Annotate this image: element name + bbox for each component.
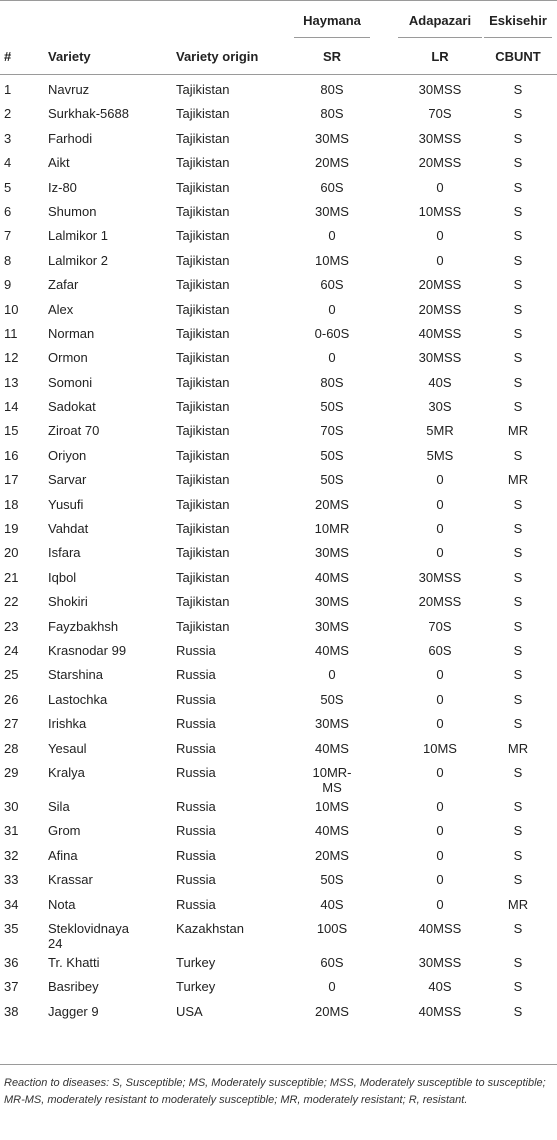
cell-variety: Isfara xyxy=(48,545,81,561)
cell-lr: 30MSS xyxy=(418,350,462,366)
cell-cbunt: S xyxy=(513,691,523,707)
cell-variety: Starshina xyxy=(48,667,103,683)
cell-origin: Tajikistan xyxy=(176,521,230,537)
cell-cbunt: S xyxy=(513,667,523,683)
cell-cbunt: S xyxy=(513,847,523,863)
cell-sr: 40S xyxy=(320,896,344,912)
cell-cbunt: MR xyxy=(507,472,529,488)
cell-sr: 30MS xyxy=(315,618,349,634)
cell-sr: 20MS xyxy=(315,847,349,863)
cell-origin: Russia xyxy=(176,740,216,756)
cell-origin: Tajikistan xyxy=(176,203,230,219)
cell-variety: Oriyon xyxy=(48,447,87,463)
cell-sr: 0 xyxy=(328,301,336,317)
cell-sr: 50S xyxy=(320,447,344,463)
cell-sr: 40MS xyxy=(315,823,349,839)
cell-number: 6 xyxy=(4,203,12,219)
column-header-variety: Variety xyxy=(48,49,91,64)
cell-origin: Tajikistan xyxy=(176,447,230,463)
table-row xyxy=(0,128,557,152)
cell-lr: 0 xyxy=(436,691,444,707)
cell-cbunt: S xyxy=(513,277,523,293)
cell-variety: Zafar xyxy=(48,277,79,293)
cell-cbunt: S xyxy=(513,106,523,122)
column-header-sr: SR xyxy=(322,49,342,64)
cell-origin: Turkey xyxy=(176,954,216,970)
cell-variety: Vahdat xyxy=(48,521,89,537)
table-row xyxy=(0,976,557,1000)
cell-lr: 0 xyxy=(436,545,444,561)
cell-sr: 40MS xyxy=(315,740,349,756)
location-header-adapazari: Adapazari xyxy=(408,13,472,28)
cell-number: 7 xyxy=(4,228,12,244)
cell-cbunt: S xyxy=(513,350,523,366)
cell-variety: Lastochka xyxy=(48,691,108,707)
cell-origin: Russia xyxy=(176,764,216,780)
cell-variety: Farhodi xyxy=(48,130,93,146)
cell-number: 5 xyxy=(4,179,12,195)
cell-cbunt: S xyxy=(513,979,523,995)
cell-variety: Nota xyxy=(48,896,76,912)
cell-lr: 60S xyxy=(428,642,452,658)
cell-cbunt: S xyxy=(513,920,523,936)
cell-variety: Alex xyxy=(48,301,74,317)
table-row xyxy=(0,542,557,566)
cell-lr: 0 xyxy=(436,667,444,683)
cell-origin: Tajikistan xyxy=(176,618,230,634)
cell-number: 38 xyxy=(4,1003,19,1019)
cell-origin: Tajikistan xyxy=(176,155,230,171)
cell-origin: Kazakhstan xyxy=(176,920,244,936)
cell-lr: 0 xyxy=(436,764,444,780)
cell-variety: Grom xyxy=(48,823,81,839)
cell-origin: USA xyxy=(176,1003,203,1019)
cell-origin: Tajikistan xyxy=(176,423,230,439)
cell-variety: Navruz xyxy=(48,82,90,97)
cell-variety: Krasnodar 99 xyxy=(48,642,127,658)
cell-variety: Shumon xyxy=(48,203,97,219)
cell-number: 27 xyxy=(4,716,19,732)
cell-variety: Iz-80 xyxy=(48,179,77,195)
table-row xyxy=(0,225,557,249)
table-bottom-rule xyxy=(0,1064,557,1065)
table-row xyxy=(0,323,557,347)
cell-sr: 80S xyxy=(320,106,344,122)
cell-variety: Sadokat xyxy=(48,399,96,415)
cell-cbunt: MR xyxy=(507,740,529,756)
cell-sr: 80S xyxy=(320,374,344,390)
cell-origin: Tajikistan xyxy=(176,496,230,512)
cell-cbunt: S xyxy=(513,618,523,634)
cell-variety: Yesaul xyxy=(48,740,87,756)
cell-origin: Tajikistan xyxy=(176,374,230,390)
cell-origin: Tajikistan xyxy=(176,350,230,366)
cell-variety: Sarvar xyxy=(48,472,87,488)
cell-sr: 10MS xyxy=(315,798,349,814)
cell-variety: Kralya xyxy=(48,764,85,780)
cell-sr: 10MR-MS xyxy=(312,764,352,795)
cell-lr: 0 xyxy=(436,896,444,912)
cell-lr: 40S xyxy=(428,374,452,390)
cell-origin: Russia xyxy=(176,896,216,912)
table-row xyxy=(0,372,557,396)
cell-number: 29 xyxy=(4,764,19,780)
table-row xyxy=(0,738,557,762)
cell-lr: 40MSS xyxy=(418,325,462,341)
cell-lr: 5MR xyxy=(426,423,454,439)
cell-sr: 20MS xyxy=(315,496,349,512)
cell-cbunt: S xyxy=(513,872,523,888)
cell-sr: 80S xyxy=(320,82,344,97)
table-row xyxy=(0,689,557,713)
cell-cbunt: S xyxy=(513,82,523,97)
location-rule-adapazari xyxy=(398,37,482,38)
cell-number: 19 xyxy=(4,521,19,537)
cell-variety: Surkhak-5688 xyxy=(48,106,129,122)
cell-number: 2 xyxy=(4,106,12,122)
cell-variety: Afina xyxy=(48,847,78,863)
cell-cbunt: MR xyxy=(507,423,529,439)
table-row xyxy=(0,152,557,176)
cell-cbunt: S xyxy=(513,155,523,171)
cell-sr: 60S xyxy=(320,277,344,293)
cell-origin: Tajikistan xyxy=(176,399,230,415)
cell-number: 11 xyxy=(4,325,18,341)
cell-sr: 40MS xyxy=(315,642,349,658)
cell-cbunt: S xyxy=(513,130,523,146)
cell-variety: Steklovidnaya 24 xyxy=(48,920,129,951)
table-row xyxy=(0,591,557,615)
table-row xyxy=(0,103,557,127)
cell-number: 1 xyxy=(4,82,12,97)
cell-sr: 60S xyxy=(320,179,344,195)
cell-origin: Tajikistan xyxy=(176,252,230,268)
table-row xyxy=(0,918,557,952)
cell-origin: Tajikistan xyxy=(176,545,230,561)
cell-number: 25 xyxy=(4,667,19,683)
cell-lr: 0 xyxy=(436,823,444,839)
cell-cbunt: S xyxy=(513,521,523,537)
cell-sr: 0 xyxy=(328,350,336,366)
table-row xyxy=(0,567,557,591)
table-row xyxy=(0,79,557,103)
cell-variety: Basribey xyxy=(48,979,99,995)
cell-cbunt: S xyxy=(513,545,523,561)
table-row xyxy=(0,1001,557,1025)
cell-variety: Jagger 9 xyxy=(48,1003,99,1019)
cell-number: 34 xyxy=(4,896,19,912)
cell-cbunt: S xyxy=(513,764,523,780)
cell-lr: 0 xyxy=(436,872,444,888)
cell-number: 8 xyxy=(4,252,12,268)
cell-cbunt: S xyxy=(513,228,523,244)
cell-number: 26 xyxy=(4,691,19,707)
cell-number: 21 xyxy=(4,569,19,585)
cell-origin: Tajikistan xyxy=(176,301,230,317)
cell-sr: 10MR xyxy=(314,521,350,537)
cell-number: 14 xyxy=(4,399,19,415)
cell-cbunt: S xyxy=(513,301,523,317)
table-row xyxy=(0,274,557,298)
cell-cbunt: S xyxy=(513,642,523,658)
cell-number: 23 xyxy=(4,618,19,634)
cell-number: 30 xyxy=(4,798,19,814)
table-row xyxy=(0,713,557,737)
column-header-origin: Variety origin xyxy=(176,49,259,64)
cell-sr: 30MS xyxy=(315,203,349,219)
cell-cbunt: S xyxy=(513,374,523,390)
cell-variety: Somoni xyxy=(48,374,93,390)
cell-cbunt: S xyxy=(513,1003,523,1019)
cell-origin: Tajikistan xyxy=(176,277,230,293)
cell-number: 20 xyxy=(4,545,19,561)
cell-lr: 20MSS xyxy=(418,277,462,293)
cell-cbunt: S xyxy=(513,716,523,732)
cell-variety: Irishka xyxy=(48,716,87,732)
cell-sr: 100S xyxy=(316,920,348,936)
cell-origin: Russia xyxy=(176,847,216,863)
table-row xyxy=(0,518,557,542)
cell-cbunt: S xyxy=(513,203,523,219)
cell-lr: 40MSS xyxy=(418,920,462,936)
table-row xyxy=(0,640,557,664)
cell-variety: Lalmikor 1 xyxy=(48,228,108,244)
cell-sr: 20MS xyxy=(315,155,349,171)
table-row xyxy=(0,177,557,201)
cell-sr: 70S xyxy=(320,423,344,439)
cell-variety: Ormon xyxy=(48,350,88,366)
cell-cbunt: MR xyxy=(507,896,529,912)
table-row xyxy=(0,616,557,640)
cell-number: 35 xyxy=(4,920,19,936)
cell-lr: 10MSS xyxy=(418,203,462,219)
cell-sr: 0-60S xyxy=(314,325,350,341)
cell-lr: 20MSS xyxy=(418,594,462,610)
column-header-number: # xyxy=(4,49,12,64)
cell-cbunt: S xyxy=(513,399,523,415)
cell-lr: 40S xyxy=(428,979,452,995)
cell-cbunt: S xyxy=(513,325,523,341)
cell-sr: 60S xyxy=(320,954,344,970)
column-header-lr: LR xyxy=(431,49,449,64)
cell-variety: Fayzbakhsh xyxy=(48,618,119,634)
cell-lr: 20MSS xyxy=(418,301,462,317)
table-row xyxy=(0,820,557,844)
cell-cbunt: S xyxy=(513,594,523,610)
table-row xyxy=(0,494,557,518)
cell-number: 9 xyxy=(4,277,12,293)
table-row xyxy=(0,894,557,918)
cell-origin: Tajikistan xyxy=(176,325,230,341)
cell-origin: Tajikistan xyxy=(176,106,230,122)
cell-cbunt: S xyxy=(513,447,523,463)
table-row xyxy=(0,299,557,323)
cell-variety: Aikt xyxy=(48,155,70,171)
cell-origin: Tajikistan xyxy=(176,228,230,244)
cell-variety: Shokiri xyxy=(48,594,88,610)
cell-lr: 0 xyxy=(436,496,444,512)
cell-origin: Russia xyxy=(176,798,216,814)
table-row xyxy=(0,796,557,820)
cell-sr: 30MS xyxy=(315,594,349,610)
cell-sr: 0 xyxy=(328,979,336,995)
table-row xyxy=(0,845,557,869)
cell-origin: Tajikistan xyxy=(176,594,230,610)
cell-sr: 0 xyxy=(328,228,336,244)
cell-origin: Russia xyxy=(176,823,216,839)
cell-variety: Yusufi xyxy=(48,496,84,512)
cell-cbunt: S xyxy=(513,569,523,585)
cell-variety: Ziroat 70 xyxy=(48,423,100,439)
cell-variety: Norman xyxy=(48,325,95,341)
cell-sr: 50S xyxy=(320,691,344,707)
table-row xyxy=(0,396,557,420)
cell-origin: Russia xyxy=(176,667,216,683)
table-row xyxy=(0,250,557,274)
table-row xyxy=(0,420,557,444)
cell-number: 17 xyxy=(4,472,19,488)
cell-sr: 40MS xyxy=(315,569,349,585)
cell-number: 31 xyxy=(4,823,19,839)
table-row xyxy=(0,347,557,371)
cell-number: 16 xyxy=(4,447,19,463)
cell-sr: 50S xyxy=(320,872,344,888)
cell-sr: 0 xyxy=(328,667,336,683)
cell-number: 22 xyxy=(4,594,19,610)
cell-lr: 0 xyxy=(436,847,444,863)
cell-number: 10 xyxy=(4,301,19,317)
cell-sr: 30MS xyxy=(315,716,349,732)
cell-number: 18 xyxy=(4,496,19,512)
cell-origin: Russia xyxy=(176,642,216,658)
cell-variety: Iqbol xyxy=(48,569,77,585)
cell-lr: 0 xyxy=(436,798,444,814)
cell-lr: 0 xyxy=(436,228,444,244)
cell-lr: 0 xyxy=(436,472,444,488)
table-row xyxy=(0,869,557,893)
cell-lr: 5MS xyxy=(426,447,454,463)
table-row xyxy=(0,201,557,225)
table-row xyxy=(0,762,557,796)
table-row xyxy=(0,469,557,493)
cell-sr: 50S xyxy=(320,399,344,415)
cell-number: 28 xyxy=(4,740,19,756)
cell-cbunt: S xyxy=(513,798,523,814)
cell-number: 4 xyxy=(4,155,12,171)
location-header-haymana: Haymana xyxy=(303,13,361,28)
cell-lr: 0 xyxy=(436,521,444,537)
cell-variety: Krassar xyxy=(48,872,93,888)
cell-sr: 30MS xyxy=(315,130,349,146)
cell-origin: Tajikistan xyxy=(176,179,230,195)
cell-origin: Tajikistan xyxy=(176,130,230,146)
cell-sr: 50S xyxy=(320,472,344,488)
cell-origin: Tajikistan xyxy=(176,569,230,585)
cell-origin: Russia xyxy=(176,872,216,888)
cell-number: 36 xyxy=(4,954,19,970)
cell-cbunt: S xyxy=(513,496,523,512)
table-row xyxy=(0,664,557,688)
cell-variety: Sila xyxy=(48,798,70,814)
location-rule-haymana xyxy=(294,37,370,38)
cell-sr: 30MS xyxy=(315,545,349,561)
cell-lr: 0 xyxy=(436,716,444,732)
cell-cbunt: S xyxy=(513,252,523,268)
cell-lr: 30MSS xyxy=(418,954,462,970)
cell-origin: Russia xyxy=(176,716,216,732)
cell-origin: Tajikistan xyxy=(176,82,230,97)
table-row xyxy=(0,952,557,976)
header-bottom-rule xyxy=(0,74,557,75)
cell-lr: 70S xyxy=(428,618,452,634)
cell-sr: 20MS xyxy=(315,1003,349,1019)
cell-origin: Russia xyxy=(176,691,216,707)
cell-number: 12 xyxy=(4,350,19,366)
column-header-cbunt: CBUNT xyxy=(495,49,541,64)
cell-number: 32 xyxy=(4,847,19,863)
table-row xyxy=(0,445,557,469)
cell-lr: 40MSS xyxy=(418,1003,462,1019)
table-top-rule xyxy=(0,0,557,1)
cell-variety: Lalmikor 2 xyxy=(48,252,108,268)
cell-cbunt: S xyxy=(513,954,523,970)
cell-origin: Tajikistan xyxy=(176,472,230,488)
cell-number: 24 xyxy=(4,642,19,658)
cell-lr: 30MSS xyxy=(418,130,462,146)
cell-sr: 10MS xyxy=(315,252,349,268)
cell-number: 13 xyxy=(4,374,19,390)
cell-number: 33 xyxy=(4,872,19,888)
cell-cbunt: S xyxy=(513,823,523,839)
cell-lr: 30MSS xyxy=(418,569,462,585)
table-body xyxy=(0,79,557,1025)
cell-number: 15 xyxy=(4,423,19,439)
cell-lr: 0 xyxy=(436,252,444,268)
table-footnote: Reaction to diseases: S, Susceptible; MS, Moderately susceptible; MSS, Moderately susceptible to susceptible; MR-MS, moderately resistant to moderately susceptible; MR, moderately resistant; R, resistant. xyxy=(4,1077,546,1106)
cell-lr: 30S xyxy=(428,399,452,415)
cell-number: 37 xyxy=(4,979,19,995)
location-rule-eskisehir xyxy=(484,37,552,38)
cell-cbunt: S xyxy=(513,179,523,195)
cell-number: 3 xyxy=(4,130,12,146)
cell-variety: Tr. Khatti xyxy=(48,954,100,970)
cell-lr: 30MSS xyxy=(418,82,462,97)
cell-origin: Turkey xyxy=(176,979,216,995)
cell-lr: 70S xyxy=(428,106,452,122)
cell-lr: 20MSS xyxy=(418,155,462,171)
location-header-eskisehir: Eskisehir xyxy=(489,13,547,28)
cell-lr: 0 xyxy=(436,179,444,195)
cell-lr: 10MS xyxy=(423,740,457,756)
